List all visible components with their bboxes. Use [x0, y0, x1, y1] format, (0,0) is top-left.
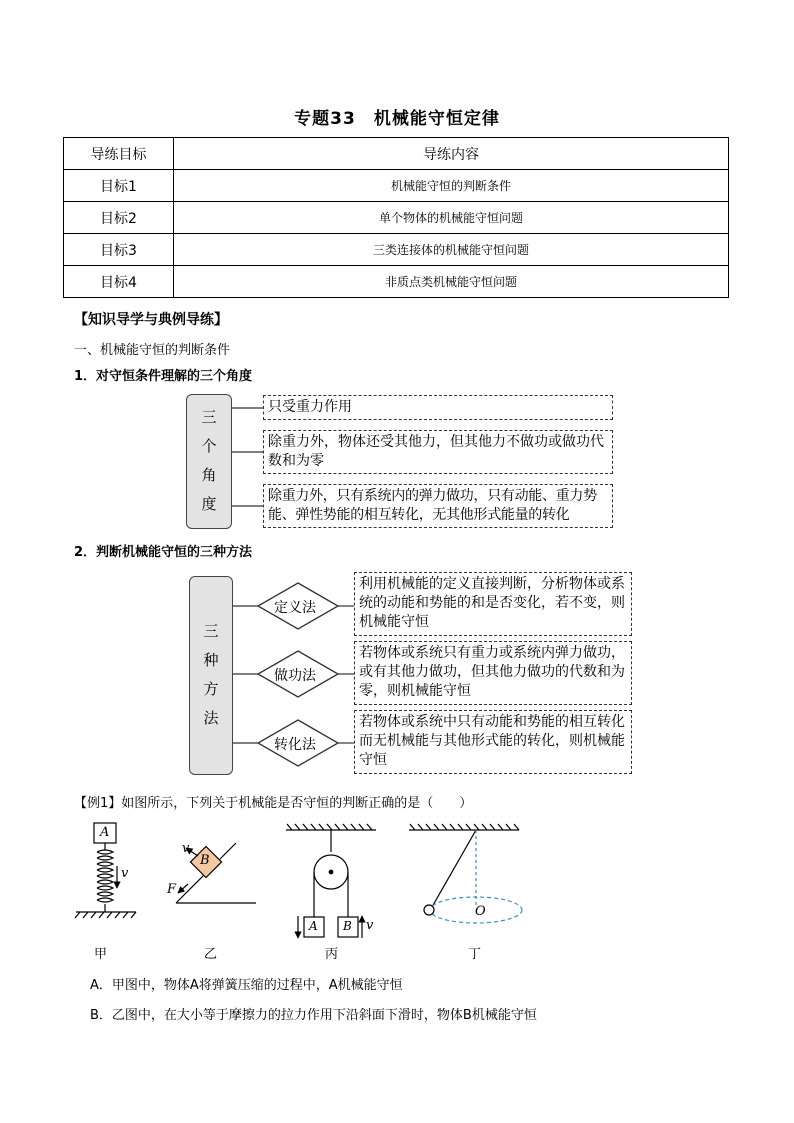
method-box-2: 若物体或系统只有重力或系统内弹力做功，或有其他力做功，但其他力做功的代数和为零，则机械能守恒 — [354, 641, 632, 705]
page-title: 专题33 机械能守恒定律 — [294, 109, 500, 129]
table-cell-goal: 目标3 — [64, 234, 174, 266]
option-b: B．乙图中，在大小等于摩擦力的拉力作用下沿斜面下滑时，物体B机械能守恒 — [90, 1008, 537, 1023]
block-b-label-bing: B — [343, 919, 352, 933]
diagram1-label-char: 个 — [201, 437, 217, 455]
condition-box-2: 除重力外，物体还受其他力，但其他力不做功或做功代数和为零 — [263, 430, 613, 474]
force-label-yi: F — [167, 882, 177, 897]
method-label-conversion: 转化法 — [274, 737, 316, 753]
table-cell-content: 机械能守恒的判断条件 — [174, 170, 729, 202]
table-cell-content: 非质点类机械能守恒问题 — [174, 266, 729, 298]
method-box-1: 利用机械能的定义直接判断，分析物体或系统的动能和势能的和是否变化，若不变，则机械能守恒 — [354, 572, 632, 636]
table-header-goal: 导练目标 — [64, 138, 174, 170]
option-a: A．甲图中，物体A将弹簧压缩的过程中，A机械能守恒 — [90, 978, 403, 993]
velocity-label-yi: v — [182, 841, 190, 856]
block-b-label-yi: B — [200, 853, 210, 868]
table-header-content: 导练内容 — [174, 138, 729, 170]
figure-bing — [286, 824, 376, 938]
velocity-label-jia: v — [121, 866, 129, 881]
example-tag: 【例1】 — [74, 796, 122, 811]
point-heading-1: 1．对守恒条件理解的三个角度 — [74, 369, 253, 384]
method-label-definition: 定义法 — [274, 600, 316, 616]
diagram2-label-char: 方 — [203, 680, 219, 698]
velocity-label-bing: v — [366, 918, 374, 933]
example-question: 如图所示，下列关于机械能是否守恒的判断正确的是（ ） — [121, 796, 473, 811]
method-box-3: 若物体或系统中只有动能和势能的相互转化而无机械能与其他形式能的转化，则机械能守恒 — [354, 710, 632, 774]
condition-box-1: 只受重力作用 — [263, 395, 613, 420]
block-a-label: A — [100, 825, 110, 840]
block-a-label-bing: A — [309, 919, 318, 933]
diagram2-label-char: 种 — [203, 651, 219, 669]
diagram1-label-char: 度 — [201, 495, 217, 513]
section-header: 【知识导学与典例导练】 — [74, 312, 228, 328]
figure-caption-ding: 丁 — [468, 947, 482, 962]
diagram2-label-char: 三 — [203, 622, 219, 640]
method-label-work: 做功法 — [274, 668, 316, 684]
figure-caption-bing: 丙 — [325, 947, 339, 962]
condition-box-3: 除重力外，只有系统内的弹力做功，只有动能、重力势能、弹性势能的相互转化，无其他形式能量的转化 — [263, 484, 613, 528]
section-heading: 一、机械能守恒的判断条件 — [74, 343, 231, 358]
table-cell-goal: 目标2 — [64, 202, 174, 234]
figure-caption-jia: 甲 — [94, 947, 108, 962]
diagram1-label-char: 角 — [201, 466, 217, 484]
figure-ding — [409, 824, 522, 923]
table-cell-goal: 目标1 — [64, 170, 174, 202]
table-cell-content: 三类连接体的机械能守恒问题 — [174, 234, 729, 266]
center-label-ding: O — [475, 904, 486, 919]
point-heading-2: 2．判断机械能守恒的三种方法 — [74, 545, 253, 560]
table-cell-goal: 目标4 — [64, 266, 174, 298]
diagram2-label-char: 法 — [203, 709, 219, 727]
diagram1-label-char: 三 — [201, 408, 217, 426]
table-cell-content: 单个物体的机械能守恒问题 — [174, 202, 729, 234]
figure-caption-yi: 乙 — [204, 947, 218, 962]
